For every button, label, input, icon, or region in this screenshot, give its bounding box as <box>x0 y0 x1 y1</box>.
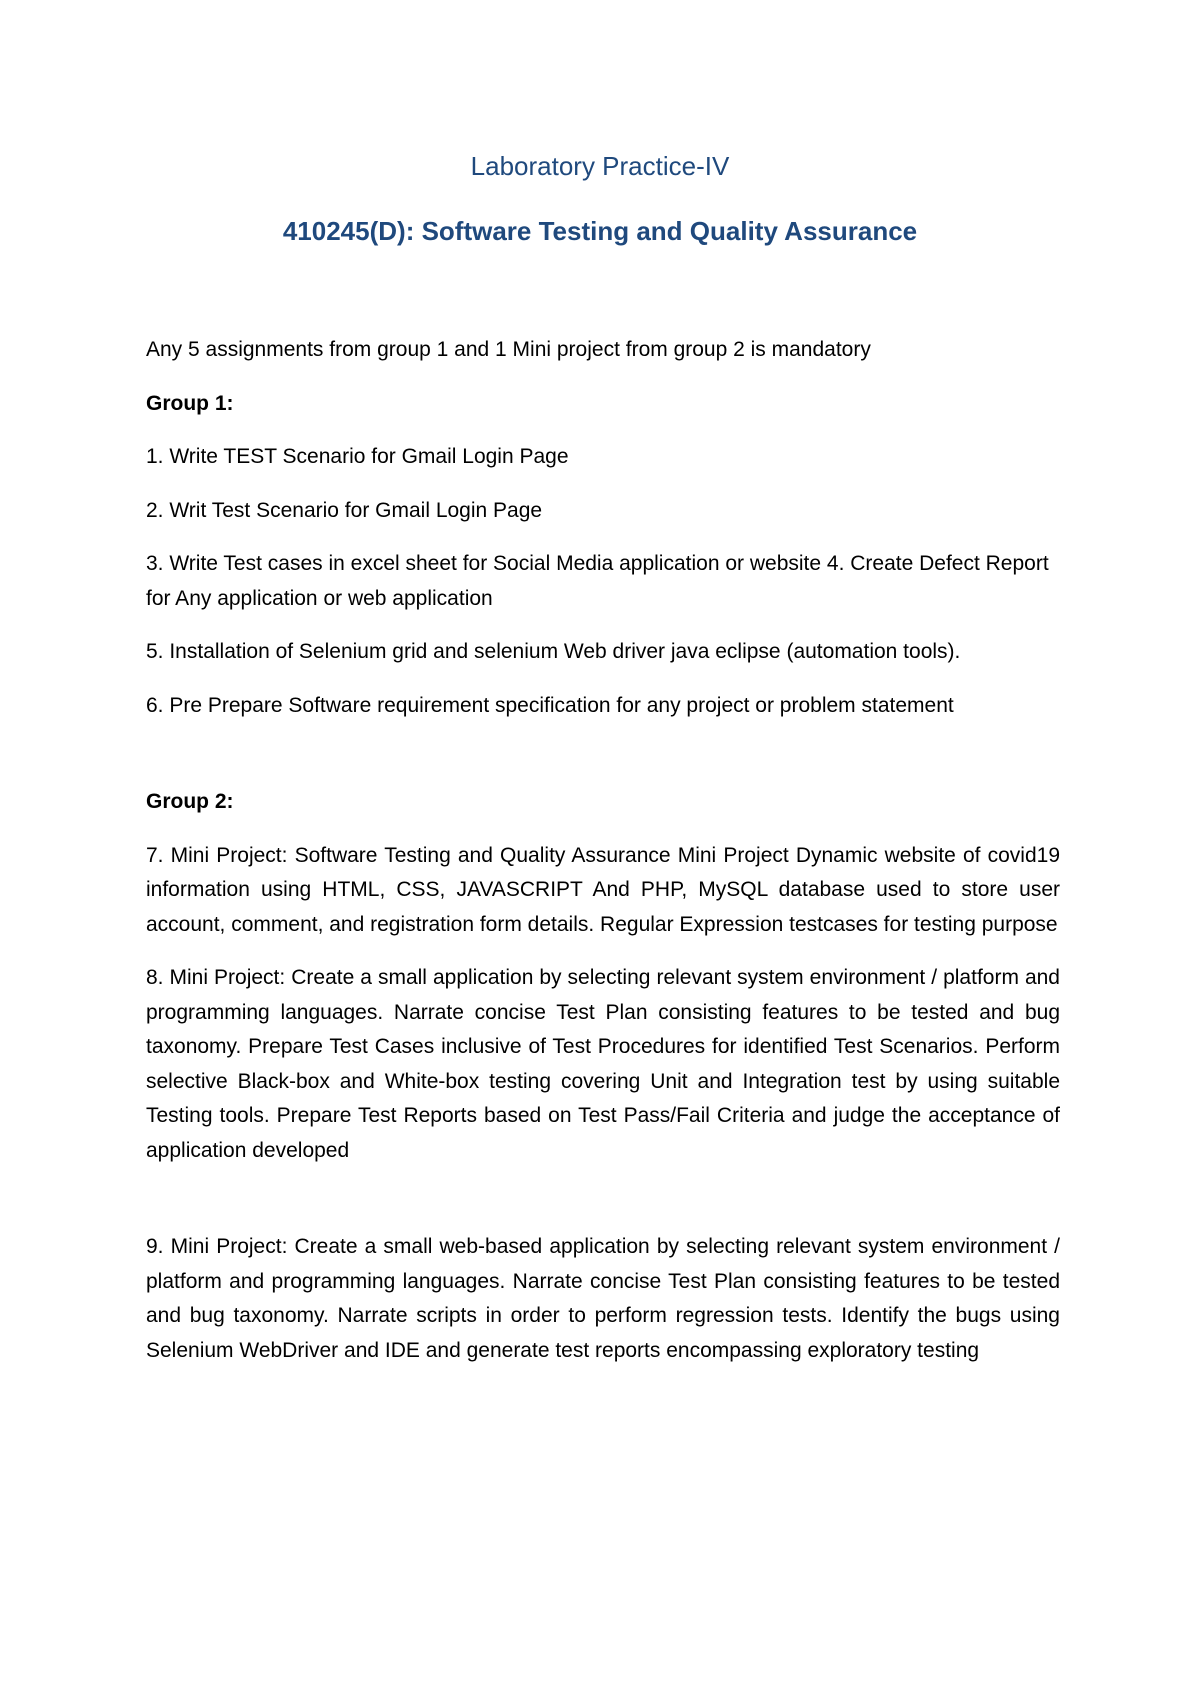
assignment-item-6: 6. Pre Prepare Software requirement specification for any project or problem statement <box>146 693 954 717</box>
mini-project-item-8: 8. Mini Project: Create a small application by selecting relevant system environment / platform and programming languages. Narrate concise Test Plan consisting features to be tested and bug taxonomy. Prepare Test Cases inclusive of Test Procedures for identified Test Scenarios. Perform selective Black-box and White-box testing covering Unit and Integration test by using suitable Testing tools. Prepare Test Reports based on Test Pass/Fail Criteria and judge the acceptance of application developed <box>146 966 1060 1162</box>
document-body <box>146 333 1060 1387</box>
assignment-item-2: 2. Writ Test Scenario for Gmail Login Page <box>146 498 543 522</box>
mini-project-item-7: 7. Mini Project: Software Testing and Quality Assurance Mini Project Dynamic website of covid19 information using HTML, CSS, JAVASCRIPT And PHP, MySQL database used to store user account, comment, and registration form details. Regular Expression testcases for testing purpose <box>146 843 1060 936</box>
document-title: Laboratory Practice-IV <box>470 151 730 181</box>
assignment-item-3: 3. Write Test cases in excel sheet for Social Media application or website 4. Create Defect Report for Any application or web application <box>146 552 1049 610</box>
mini-project-item-9: 9. Mini Project: Create a small web-based application by selecting relevant system environment / platform and programming languages. Narrate concise Test Plan consisting features to be tested and bug taxonomy. Narrate scripts in order to perform regression tests. Identify the bugs using Selenium WebDriver and IDE and generate test reports encompassing exploratory testing <box>146 1235 1060 1362</box>
group-1-heading: Group 1: <box>146 391 234 415</box>
assignment-item-5: 5. Installation of Selenium grid and selenium Web driver java eclipse (automation tools). <box>146 640 961 663</box>
course-title: 410245(D): Software Testing and Quality Assurance <box>282 216 918 246</box>
group-2-heading: Group 2: <box>146 790 234 813</box>
intro-text: Any 5 assignments from group 1 and 1 Mini project from group 2 is mandatory <box>146 338 871 361</box>
assignment-item-1: 1. Write TEST Scenario for Gmail Login Page <box>146 445 569 468</box>
